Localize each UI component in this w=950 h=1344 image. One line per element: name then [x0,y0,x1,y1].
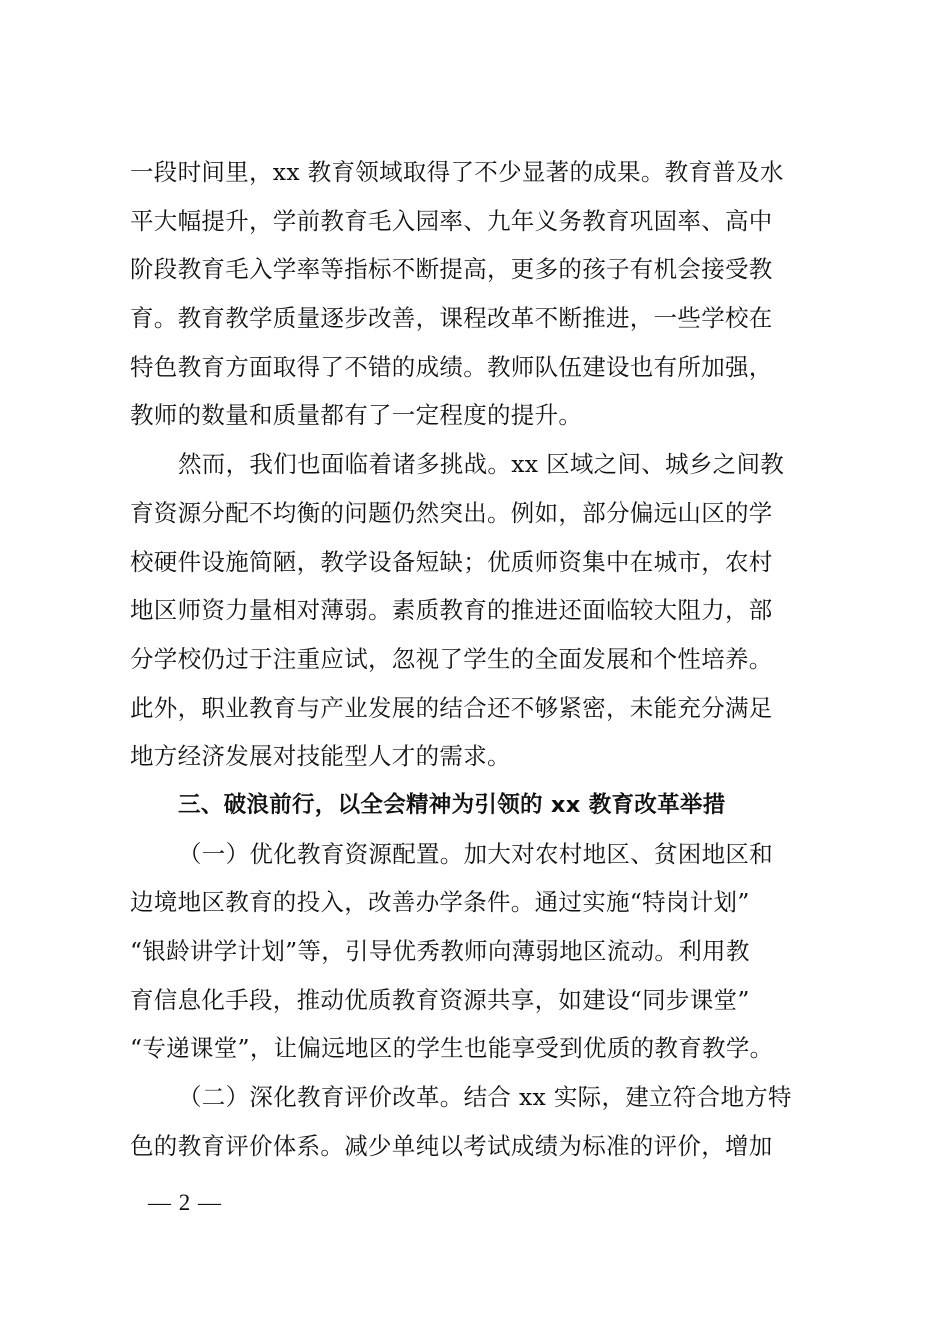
paragraph-2-line-6: 此外，职业教育与产业发展的结合还不够紧密，未能充分满足 [130,693,773,722]
paragraph-2-line-4: 地区师资力量相对薄弱。素质教育的推进还面临较大阻力，部 [130,596,773,625]
body-text [130,148,830,1170]
paragraph-1-line-1: 一段时间里，xx 教育领域取得了不少显著的成果。教育普及水 [130,158,784,186]
paragraph-1-line-6: 教师的数量和质量都有了一定程度的提升。 [130,401,583,430]
paragraph-2-line-1: 然而，我们也面临着诸多挑战。xx 区域之间、城乡之间教 [178,450,785,479]
subsection-1-line-5: “专递课堂”，让偏远地区的学生也能享受到优质的教育教学。 [130,1034,774,1063]
paragraph-1-line-4: 育。教育教学质量逐步改善，课程改革不断推进，一些学校在 [130,304,773,333]
subsection-1-line-3: “银龄讲学计划”等，引导优秀教师向薄弱地区流动。利用教 [130,937,750,965]
page-number: — 2 — [148,1190,222,1215]
paragraph-1-line-2: 平大幅提升，学前教育毛入园率、九年义务教育巩固率、高中 [130,206,773,235]
paragraph-2-line-2: 育资源分配不均衡的问题仍然突出。例如，部分偏远山区的学 [130,498,773,527]
subsection-1-line-2: 边境地区教育的投入，改善办学条件。通过实施“特岗计划” [130,888,750,917]
paragraph-2-line-7: 地方经济发展对技能型人才的需求。 [130,742,511,771]
paragraph-1-line-3: 阶段教育毛入学率等指标不断提高，更多的孩子有机会接受教 [130,255,773,284]
paragraph-2-line-3: 校硬件设施简陋，教学设备短缺；优质师资集中在城市，农村 [130,547,773,576]
subsection-1-line-1: （一）优化教育资源配置。加大对农村地区、贫困地区和 [178,839,773,868]
subsection-2-line-2: 色的教育评价体系。减少单纯以考试成绩为标准的评价，增加 [130,1131,773,1160]
subsection-2-line-1: （二）深化教育评价改革。结合 xx 实际，建立符合地方特 [178,1083,792,1112]
section-heading: 三、破浪前行，以全会精神为引领的 xx 教育改革举措 [178,791,726,818]
paragraph-1-line-5: 特色教育方面取得了不错的成绩。教师队伍建设也有所加强， [130,352,773,381]
subsection-1-line-4: 育信息化手段，推动优质教育资源共享，如建设“同步课堂” [130,985,750,1014]
paragraph-2-line-5: 分学校仍过于注重应试，忽视了学生的全面发展和个性培养。 [130,644,773,673]
